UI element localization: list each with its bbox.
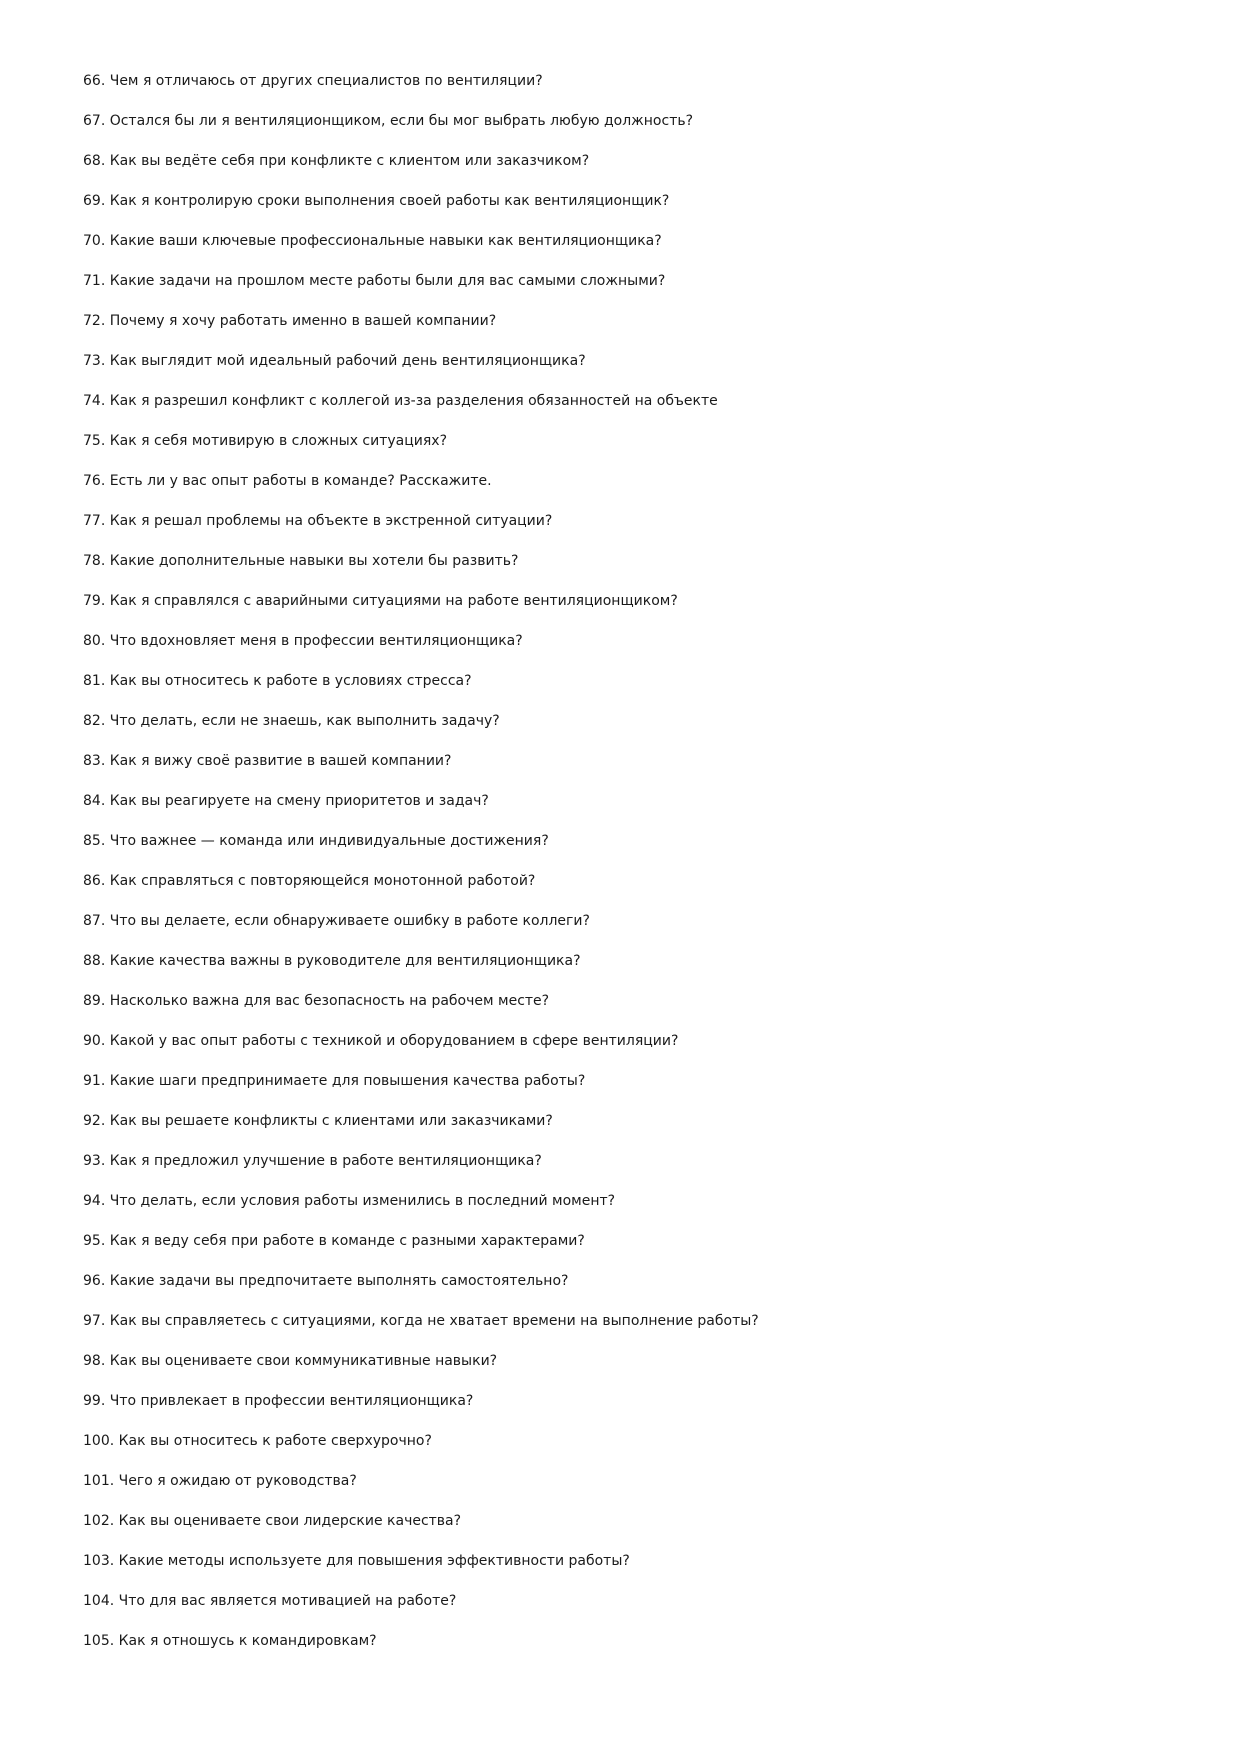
question-item: 92. Как вы решаете конфликты с клиентами или заказчиками? xyxy=(83,1113,553,1129)
question-list xyxy=(83,61,1223,1661)
question-item: 87. Что вы делаете, если обнаруживаете ошибку в работе коллеги? xyxy=(83,913,590,929)
question-item: 90. Какой у вас опыт работы с техникой и оборудованием в сфере вентиляции? xyxy=(83,1033,679,1049)
question-item: 99. Что привлекает в профессии вентиляционщика? xyxy=(83,1393,474,1409)
question-item: 67. Остался бы ли я вентиляционщиком, если бы мог выбрать любую должность? xyxy=(83,113,694,129)
question-item: 104. Что для вас является мотивацией на работе? xyxy=(83,1593,457,1609)
question-item: 93. Как я предложил улучшение в работе вентиляционщика? xyxy=(83,1153,542,1169)
question-item: 95. Как я веду себя при работе в команде с разными характерами? xyxy=(83,1233,585,1249)
question-item: 82. Что делать, если не знаешь, как выполнить задачу? xyxy=(83,713,500,729)
question-item: 105. Как я отношусь к командировкам? xyxy=(83,1633,377,1649)
question-item: 76. Есть ли у вас опыт работы в команде? Расскажите. xyxy=(83,473,492,489)
question-item: 96. Какие задачи вы предпочитаете выполнять самостоятельно? xyxy=(83,1273,569,1289)
question-item: 72. Почему я хочу работать именно в вашей компании? xyxy=(83,313,497,329)
question-item: 69. Как я контролирую сроки выполнения своей работы как вентиляционщик? xyxy=(83,193,670,209)
question-item: 75. Как я себя мотивирую в сложных ситуациях? xyxy=(83,433,448,449)
question-item: 100. Как вы относитесь к работе сверхурочно? xyxy=(83,1433,432,1449)
question-item: 98. Как вы оцениваете свои коммуникативные навыки? xyxy=(83,1353,498,1369)
question-item: 88. Какие качества важны в руководителе для вентиляционщика? xyxy=(83,953,581,969)
question-item: 91. Какие шаги предпринимаете для повышения качества работы? xyxy=(83,1073,586,1089)
question-item: 73. Как выглядит мой идеальный рабочий день вентиляционщика? xyxy=(83,353,586,369)
question-item: 81. Как вы относитесь к работе в условиях стресса? xyxy=(83,673,472,689)
question-item: 102. Как вы оцениваете свои лидерские качества? xyxy=(83,1513,462,1529)
question-item: 71. Какие задачи на прошлом месте работы были для вас самыми сложными? xyxy=(83,273,666,289)
question-item: 103. Какие методы используете для повышения эффективности работы? xyxy=(83,1553,630,1569)
question-item: 97. Как вы справляетесь с ситуациями, когда не хватает времени на выполнение работы? xyxy=(83,1313,759,1329)
question-item: 74. Как я разрешил конфликт с коллегой из-за разделения обязанностей на объекте xyxy=(83,393,718,409)
question-item: 86. Как справляться с повторяющейся монотонной работой? xyxy=(83,873,536,889)
question-item: 94. Что делать, если условия работы изменились в последний момент? xyxy=(83,1193,616,1209)
question-item: 101. Чего я ожидаю от руководства? xyxy=(83,1473,357,1489)
question-item: 89. Насколько важна для вас безопасность на рабочем месте? xyxy=(83,993,550,1009)
question-item: 84. Как вы реагируете на смену приоритетов и задач? xyxy=(83,793,489,809)
question-item: 68. Как вы ведёте себя при конфликте с клиентом или заказчиком? xyxy=(83,153,590,169)
question-item: 85. Что важнее — команда или индивидуальные достижения? xyxy=(83,833,549,849)
question-item: 70. Какие ваши ключевые профессиональные навыки как вентиляционщика? xyxy=(83,233,662,249)
question-item: 79. Как я справлялся с аварийными ситуациями на работе вентиляционщиком? xyxy=(83,593,678,609)
question-item: 66. Чем я отличаюсь от других специалистов по вентиляции? xyxy=(83,73,543,89)
question-item: 83. Как я вижу своё развитие в вашей компании? xyxy=(83,753,452,769)
question-item: 77. Как я решал проблемы на объекте в экстренной ситуации? xyxy=(83,513,553,529)
question-item: 78. Какие дополнительные навыки вы хотели бы развить? xyxy=(83,553,519,569)
question-item: 80. Что вдохновляет меня в профессии вентиляционщика? xyxy=(83,633,523,649)
